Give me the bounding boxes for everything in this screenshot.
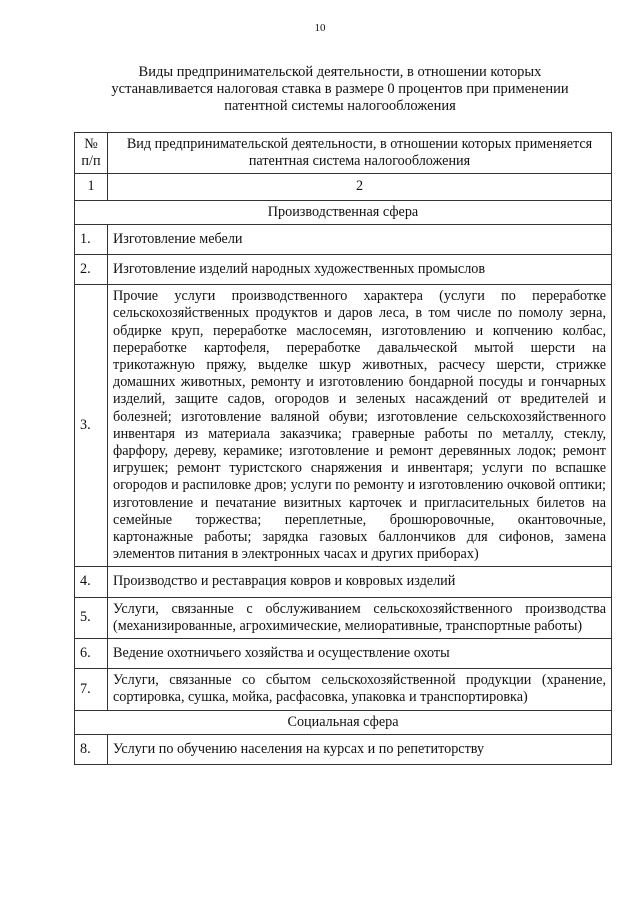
header-activity-type: Вид предпринимательской деятельности, в отношении которых применяется патентная система налогообложения — [108, 133, 612, 174]
row-number: 5. — [75, 597, 108, 638]
table-row — [75, 734, 612, 764]
row-activity: Изготовление изделий народных художественных промыслов — [108, 255, 612, 285]
row-activity: Прочие услуги производственного характера (услуги по переработке сельскохозяйственных продуктов и даров леса, в том числе по помолу зерна, обдирке круп, переработке маслосемян, изготовлению и копчению колбас, переработке картофеля, переработке давальческой мытой шерсти на трикотажную пряжу, выделке шкур животных, расчесу шерсти, стрижке домашних животных, ремонту и изготовлению бондарной посуды и гончарных изделий, защите садов, огородов и зеленых насаждений от вредителей и болезней; изготовление валяной обуви; изготовление сельскохозяйственного инвентаря из материала заказчика; граверные работы по металлу, стеклу, фарфору, дереву, керамике; изготовление и ремонт деревянных лодок; ремонт игрушек; ремонт туристского снаряжения и инвентаря; услуги по вспашке огородов и распиловке дров; услуги по ремонту и изготовлению очковой оптики; изготовление и печатание визитных карточек и пригласительных билетов на семейные торжества; переплетные, брошюровочные, окантовочные, картонажные работы; зарядка газовых баллончиков для сифонов, замена элементов питания в электронных часах и других приборах) — [108, 285, 612, 567]
row-activity: Услуги, связанные с обслуживанием сельскохозяйственного производства (механизированные, агрохимические, мелиоративные, транспортные работы) — [108, 597, 612, 638]
table-row — [75, 567, 612, 597]
row-number: 2. — [75, 255, 108, 285]
row-number: 4. — [75, 567, 108, 597]
table-row — [75, 255, 612, 285]
page-number: 10 — [314, 22, 326, 34]
row-activity: Производство и реставрация ковров и ковровых изделий — [108, 567, 612, 597]
section-row-production — [75, 200, 612, 224]
row-activity: Изготовление мебели — [108, 224, 612, 254]
table-row — [75, 597, 612, 638]
table-row — [75, 639, 612, 669]
row-number: 8. — [75, 734, 108, 764]
table-row — [75, 669, 612, 710]
table-row — [75, 224, 612, 254]
row-number: 3. — [75, 285, 108, 567]
document-title: Виды предпринимательской деятельности, в отношении которых устанавливается налоговая ставка в размере 0 процентов при применении патентной системы налогообложения — [111, 64, 569, 114]
column-index-1: 1 — [75, 174, 108, 200]
row-activity: Ведение охотничьего хозяйства и осуществление охоты — [108, 639, 612, 669]
table-row — [75, 285, 612, 567]
section-title-social: Социальная сфера — [75, 710, 612, 734]
activity-table — [74, 132, 612, 765]
row-activity: Услуги по обучению населения на курсах и по репетиторству — [108, 734, 612, 764]
column-index-2: 2 — [108, 174, 612, 200]
column-index-row — [75, 174, 612, 200]
header-number: № п/п — [75, 133, 108, 174]
row-activity: Услуги, связанные со сбытом сельскохозяйственной продукции (хранение, сортировка, сушка, мойка, расфасовка, упаковка и транспортировка) — [108, 669, 612, 710]
section-title-production: Производственная сфера — [75, 200, 612, 224]
row-number: 7. — [75, 669, 108, 710]
row-number: 6. — [75, 639, 108, 669]
table-header-row — [75, 133, 612, 174]
section-row-social — [75, 710, 612, 734]
row-number: 1. — [75, 224, 108, 254]
